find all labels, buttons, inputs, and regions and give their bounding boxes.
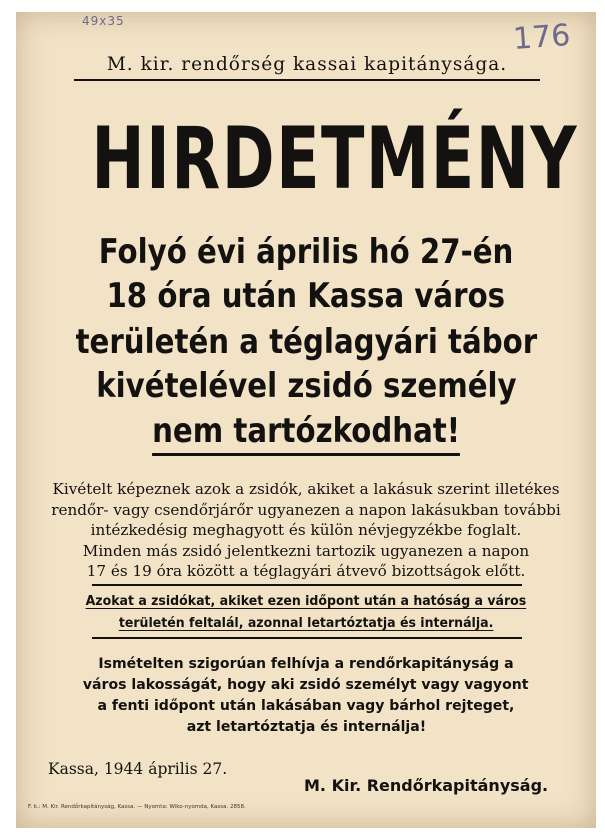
poster-sheet [16, 12, 596, 828]
exception-paragraph [16, 479, 596, 582]
headline-prohibition: nem tartózkodhat! [16, 409, 596, 456]
exception-line: 17 és 19 óra között a téglagyári átvevő bizottságok előtt. [86, 562, 526, 580]
exception-line: Minden más zsidó jelentkezni tartozik ugyanezen a napon [82, 541, 530, 560]
issuing-authority: M. kir. rendőrség kassai kapitánysága. [106, 54, 508, 75]
order-paragraph [16, 654, 596, 738]
order-line: város lakosságát, hogy aki zsidó személyt vagy vagyont [83, 677, 529, 693]
headline-line: Folyó évi április hó 27-én [98, 232, 514, 272]
issue-date: Kassa, 1944 április 27. [48, 760, 228, 778]
archive-mark: 49x35 [82, 14, 125, 28]
headline-line: kivételével zsidó személy [95, 366, 517, 406]
warning-line: területén feltalál, azonnal letartóztatja és internálja. [118, 616, 494, 631]
exception-line: rendőr- vagy csendőrjárőr ugyanezen a napon lakásukban további [51, 500, 561, 519]
headline-line: 18 óra után Kassa város [106, 276, 506, 316]
printer-imprint: F. k.: M. Kir. Rendőrkapitányság, Kassa. — Nyomta: Wiko-nyomda, Kassa. 2858. [28, 804, 246, 810]
exception-line: Kivételt képeznek azok a zsidók, akiket a lakásuk szerint illetékes [52, 480, 560, 498]
archive-number: 176 [511, 18, 572, 57]
separator-rule [92, 637, 522, 639]
poster-title: HIRDETMÉNY [91, 109, 579, 209]
warning-line: Azokat a zsidókat, akiket ezen időpont után a hatóság a város [85, 594, 527, 609]
headline-line: területén a téglagyári tábor [75, 322, 537, 362]
signature: M. Kir. Rendőrkapitányság. [304, 776, 549, 795]
separator-rule [92, 584, 522, 586]
order-line: Ismételten szigorúan felhívja a rendőrkapitányság a [98, 656, 514, 672]
order-line: azt letartóztatja és internálja! [186, 719, 426, 735]
order-line: a fenti időpont után lakásában vagy bárhol rejteget, [97, 698, 515, 714]
authority-underline [74, 79, 540, 81]
exception-line: intézkedésig meghagyott és külön névjegyzékbe foglalt. [90, 521, 522, 539]
